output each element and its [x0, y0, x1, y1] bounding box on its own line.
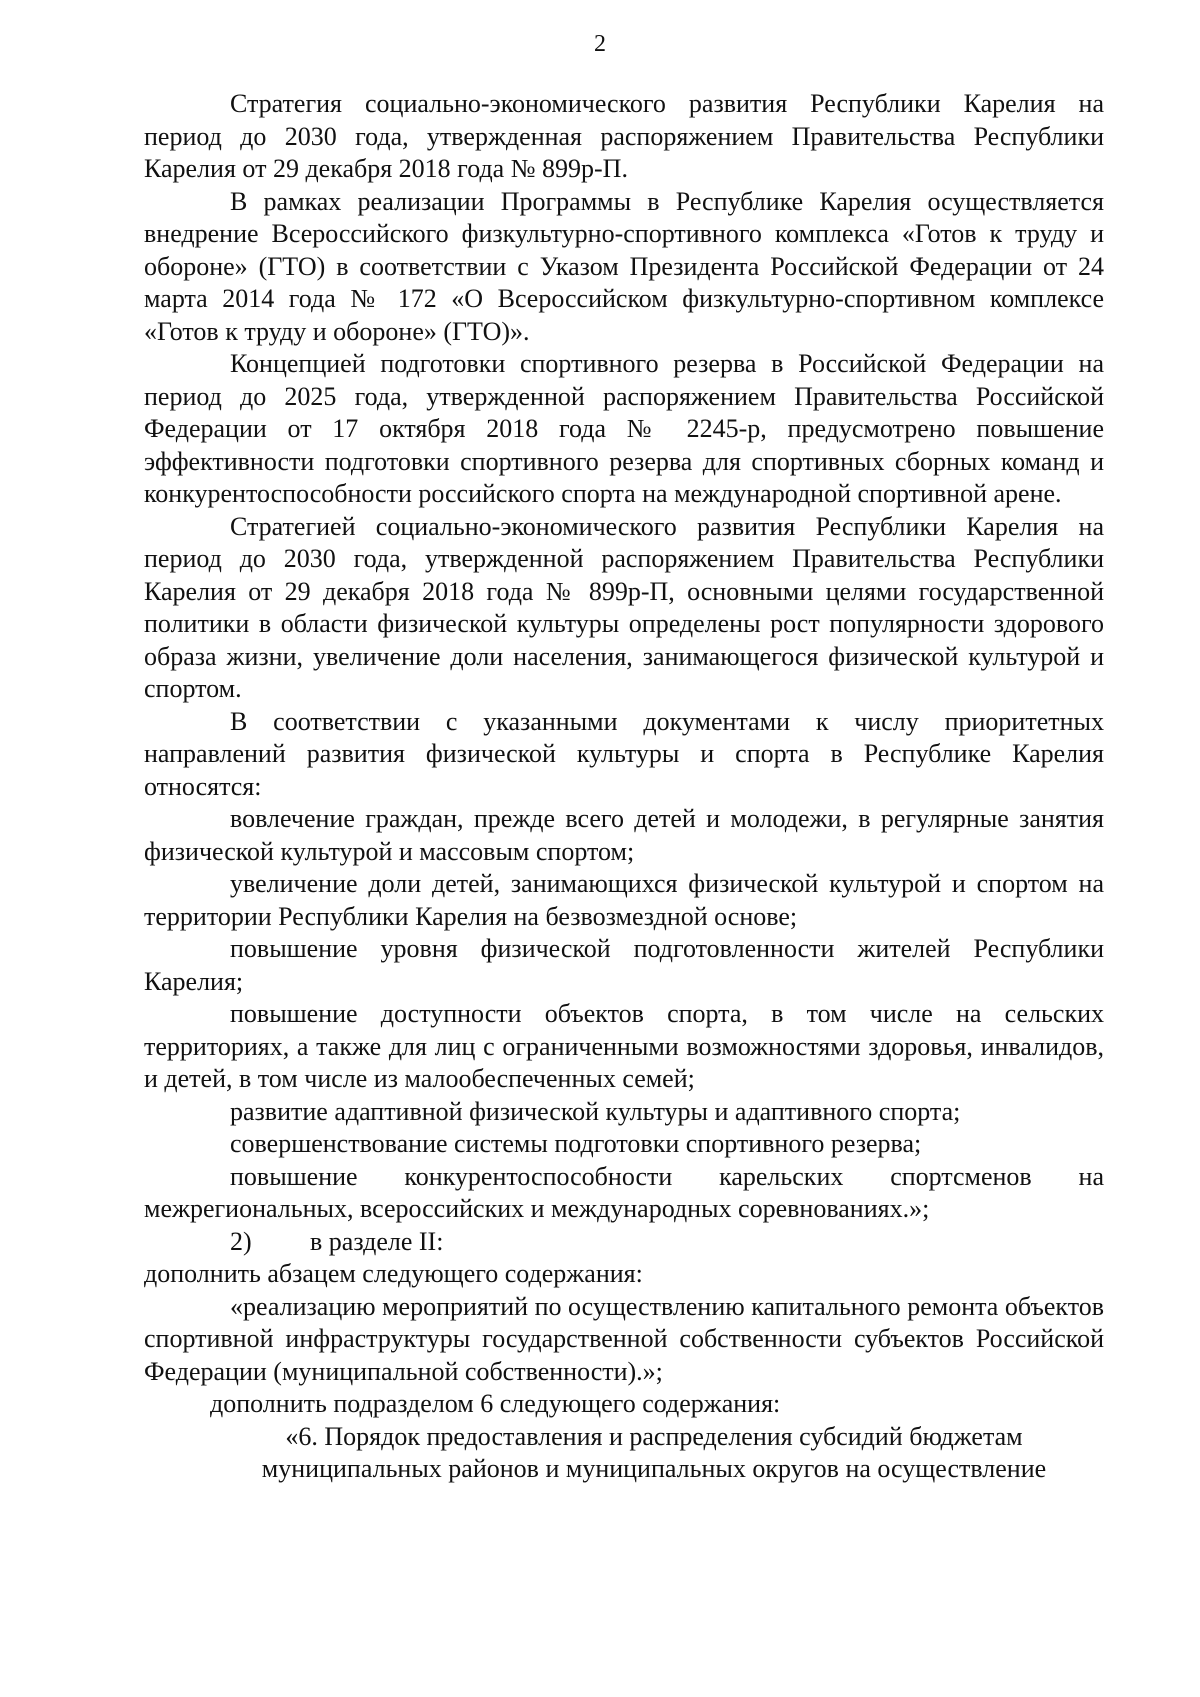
paragraph-strategy-goals: Стратегией социально-экономического развития Республики Карелия на период до 2030 года, утвержденной распоряжением Правительства Республики Карелия от 29 декабря 2018 года № 899р-П, основными целями государственной политики в области физической культуры определены рост популярности здорового образа жизни, увеличение доли населения, занимающегося физической культурой и спортом.: [144, 511, 1104, 703]
point-text: в разделе II:: [310, 1226, 444, 1256]
paragraph-strategy: Стратегия социально-экономического развития Республики Карелия на период до 2030 года, утвержденная распоряжением Правительства Республики Карелия от 29 декабря 2018 года № 899р-П.: [144, 89, 1104, 183]
list-item: развитие адаптивной физической культуры и адаптивного спорта;: [230, 1096, 961, 1126]
add-paragraph-intro: дополнить абзацем следующего содержания:: [144, 1259, 643, 1288]
list-item: повышение уровня физической подготовленности жителей Республики Карелия;: [144, 934, 1104, 996]
list-item: повышение конкурентоспособности карельских спортсменов на межрегиональных, всероссийских и международных соревнованиях.»;: [144, 1161, 1104, 1223]
paragraph-gto: В рамках реализации Программы в Республике Карелия осуществляется внедрение Всероссийского физкультурно-спортивного комплекса «Готов к труду и обороне» (ГТО) в соответствии с Указом Президента Российской Федерации от 24 марта 2014 года № 172 «О Всероссийском физкультурно-спортивном комплексе «Готов к труду и обороне» (ГТО)».: [144, 186, 1104, 346]
subsection-heading: [144, 1421, 1104, 1486]
page-number: 2: [594, 31, 606, 57]
list-item: совершенствование системы подготовки спортивного резерва;: [230, 1129, 922, 1158]
subsection-heading-line-1: «6. Порядок предоставления и распределения субсидий бюджетам: [285, 1421, 1023, 1451]
add-subsection-intro: дополнить подразделом 6 следующего содержания:: [210, 1389, 781, 1418]
document-body: [144, 88, 1104, 1486]
point-number: 2): [230, 1226, 252, 1256]
list-item: увеличение доли детей, занимающихся физической культурой и спортом на территории Республики Карелия на безвозмездной основе;: [144, 869, 1104, 931]
subsection-heading-line-2: муниципальных районов и муниципальных округов на осуществление: [261, 1454, 1047, 1483]
add-paragraph-text: «реализацию мероприятий по осуществлению капитального ремонта объектов спортивной инфраструктуры государственной собственности субъектов Российской Федерации (муниципальной собственности).»;: [144, 1291, 1104, 1386]
point-2: [144, 1226, 1104, 1259]
list-item: повышение доступности объектов спорта, в том числе на сельских территориях, а также для лиц с ограниченными возможностями здоровья, инвалидов, и детей, в том числе из малообеспеченных семей;: [144, 999, 1104, 1093]
paragraph-reserve-concept: Концепцией подготовки спортивного резерва в Российской Федерации на период до 2025 года, утвержденной распоряжением Правительства Российской Федерации от 17 октября 2018 года № 2245-р, предусмотрено повышение эффективности подготовки спортивного резерва для спортивных сборных команд и конкурентоспособности российского спорта на международной спортивной арене.: [144, 349, 1104, 508]
list-item: вовлечение граждан, прежде всего детей и молодежи, в регулярные занятия физической культурой и массовым спортом;: [144, 804, 1104, 866]
paragraph-priorities-intro: В соответствии с указанными документами к числу приоритетных направлений развития физической культуры и спорта в Республике Карелия относятся:: [144, 706, 1104, 801]
